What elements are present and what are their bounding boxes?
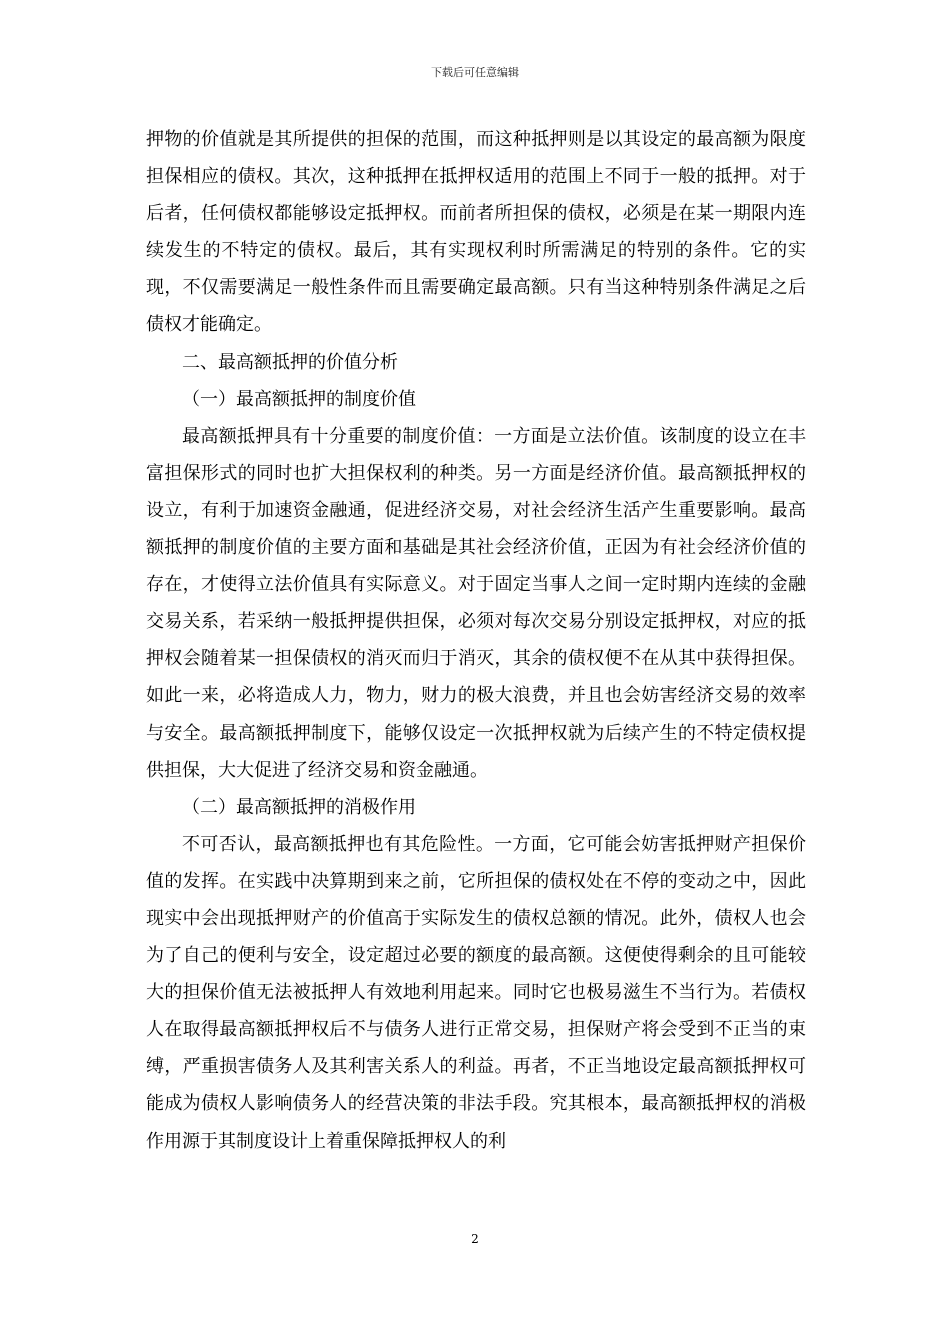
page-number: 2	[471, 1232, 479, 1246]
document-body	[146, 121, 806, 1160]
subsection-heading-negative-effects: （二）最高额抵押的消极作用	[182, 796, 416, 818]
paragraph-negative-effects: 不可否认，最高额抵押也有其危险性。一方面，它可能会妨害抵押财产担保价值的发挥。在实践中决算期到来之前，它所担保的债权处在不停的变动之中，因此现实中会出现抵押财产的价值高于实际发生的债权总额的情况。此外，债权人也会为了自己的便利与安全，设定超过必要的额度的最高额。这便使得剩余的且可能较大的担保价值无法被抵押人有效地利用起来。同时它也极易滋生不当行为。若债权人在取得最高额抵押权后不与债务人进行正常交易，担保财产将会受到不正当的束缚，严重损害债务人及其利害关系人的利益。再者，不正当地设定最高额抵押权可能成为债权人影响债务人的经营决策的非法手段。究其根本，最高额抵押权的消极作用源于其制度设计上着重保障抵押权人的利	[146, 833, 806, 1152]
paragraph-institutional-value: 最高额抵押具有十分重要的制度价值：一方面是立法价值。该制度的设立在丰富担保形式的同时也扩大担保权利的种类。另一方面是经济价值。最高额抵押权的设立，有利于加速资金融通，促进经济交易，对社会经济生活产生重要影响。最高额抵押的制度价值的主要方面和基础是其社会经济价值，正因为有社会经济价值的存在，才使得立法价值具有实际意义。对于固定当事人之间一定时期内连续的金融交易关系，若采纳一般抵押提供担保，必须对每次交易分别设定抵押权，对应的抵押权会随着某一担保债权的消灭而归于消灭，其余的债权便不在从其中获得担保。如此一来，必将造成人力，物力，财力的极大浪费，并且也会妨害经济交易的效率与安全。最高额抵押制度下，能够仅设定一次抵押权就为后续产生的不特定债权提供担保，大大促进了经济交易和资金融通。	[146, 425, 806, 781]
paragraph-continued: 押物的价值就是其所提供的担保的范围，而这种抵押则是以其设定的最高额为限度担保相应的债权。其次，这种抵押在抵押权适用的范围上不同于一般的抵押。对于后者，任何债权都能够设定抵押权。而前者所担保的债权，必须是在某一期限内连续发生的不特定的债权。最后，其有实现权利时所需满足的特别的条件。它的实现，不仅需要满足一般性条件而且需要确定最高额。只有当这种特别条件满足之后债权才能确定。	[146, 129, 806, 336]
section-heading: 二、最高额抵押的价值分析	[182, 351, 398, 373]
page-header: 下载后可任意编辑	[431, 66, 519, 79]
subsection-heading-institutional-value: （一）最高额抵押的制度价值	[182, 388, 416, 410]
